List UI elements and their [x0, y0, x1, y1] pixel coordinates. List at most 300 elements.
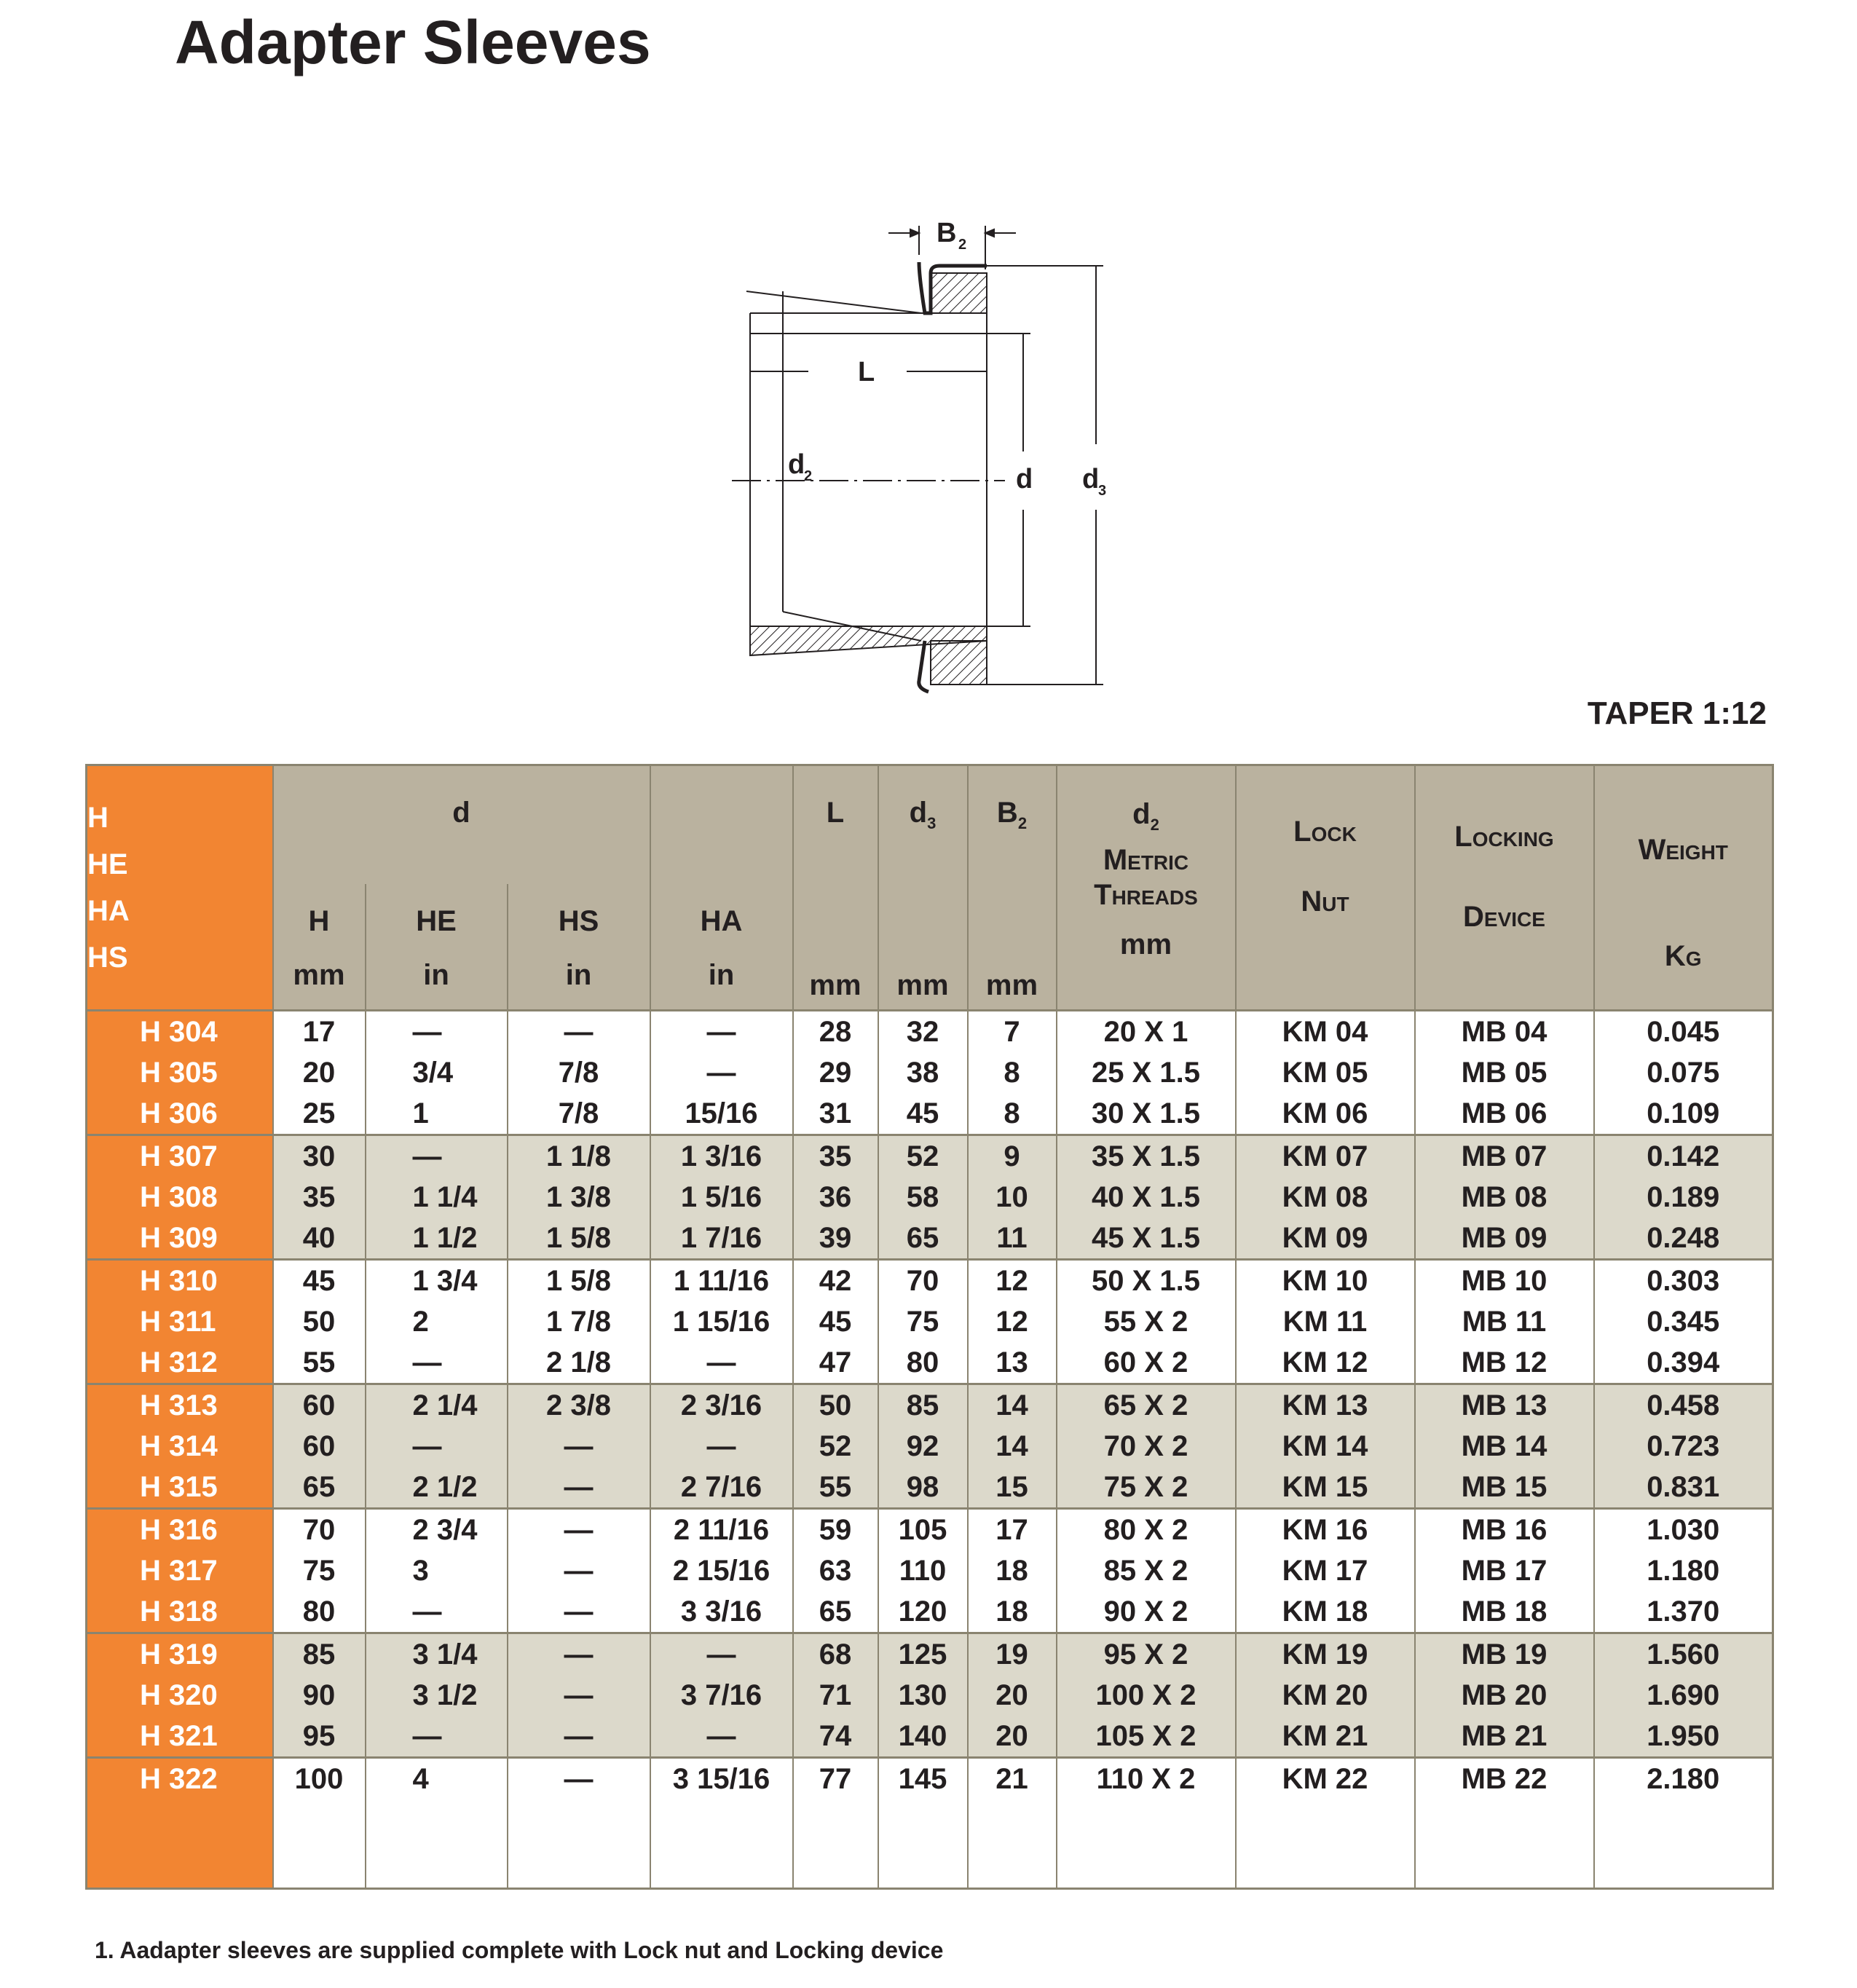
table-row-group	[87, 1633, 1773, 1758]
table-cell-value: 31	[819, 1097, 852, 1129]
table-cell-value: 2 15/16	[672, 1555, 770, 1587]
cell-device	[1415, 1758, 1594, 1889]
table-cell-value: 0.458	[1647, 1389, 1720, 1421]
table-cell-value: —	[564, 1430, 594, 1462]
table-cell-value: H 321	[140, 1720, 218, 1752]
metric-threads-header: $d_2$ Metric Threads mm	[1057, 765, 1236, 1011]
table-cell-value: H 314	[140, 1430, 218, 1462]
cell-ha	[650, 1384, 793, 1509]
table-cell-value: 85	[906, 1389, 939, 1421]
cell-hs	[508, 1260, 650, 1384]
table-cell-value: 30	[302, 1140, 336, 1172]
table-cell-value: 17	[302, 1016, 336, 1048]
hs-header: HS in	[508, 884, 650, 1011]
table-cell-value: —	[412, 1140, 442, 1172]
table-cell-value: 2 3/16	[680, 1389, 762, 1421]
cell-code	[87, 1758, 273, 1889]
table-cell-value: 1 3/16	[680, 1140, 762, 1172]
cell-d3	[878, 1260, 968, 1384]
table-cell-value: H 306	[140, 1097, 218, 1129]
table-cell-value: 1 1/8	[546, 1140, 611, 1172]
table-row-group	[87, 1509, 1773, 1633]
adapter-sleeve-diagram	[728, 204, 1194, 714]
cell-h	[273, 1633, 366, 1758]
table-cell-value: 13	[995, 1346, 1028, 1378]
cell-nut	[1236, 1758, 1415, 1889]
cell-b2	[968, 1011, 1057, 1135]
table-cell-value: —	[412, 1016, 442, 1048]
table-cell-value: 100	[294, 1763, 344, 1795]
cell-weight	[1594, 1633, 1773, 1758]
table-cell-value: KM 17	[1282, 1555, 1368, 1587]
b2-label: B	[937, 218, 957, 248]
table-cell-value: H 315	[140, 1471, 218, 1503]
table-cell-value: —	[412, 1595, 442, 1628]
table-cell-value: 10	[995, 1181, 1028, 1213]
table-cell-value: 32	[906, 1016, 939, 1048]
table-cell-value: 45	[302, 1265, 336, 1297]
table-cell-value: 42	[819, 1265, 852, 1297]
table-cell-value: 75	[302, 1555, 336, 1587]
table-cell-value: 3 3/16	[680, 1595, 762, 1628]
cell-thread	[1057, 1260, 1236, 1384]
table-cell-value: H 317	[140, 1555, 218, 1587]
table-cell-value: H 318	[140, 1595, 218, 1628]
cell-device	[1415, 1509, 1594, 1633]
cell-code	[87, 1384, 273, 1509]
table-cell-value: 50	[302, 1306, 336, 1338]
table-cell-value: H 313	[140, 1389, 218, 1421]
he-header: HE in	[366, 884, 508, 1011]
table-cell-value: —	[706, 1720, 736, 1752]
table-cell-value: 60 X 2	[1103, 1346, 1188, 1378]
table-cell-value: 0.109	[1647, 1097, 1720, 1129]
table-cell-value: —	[564, 1763, 594, 1795]
table-cell-value: H 312	[140, 1346, 218, 1378]
b2-unit: mm	[968, 884, 1057, 1011]
table-cell-value: 3	[412, 1555, 429, 1587]
table-cell-value: —	[564, 1471, 594, 1503]
table-cell-value: 28	[819, 1016, 852, 1048]
table-cell-value: MB 18	[1461, 1595, 1548, 1628]
table-cell-value: 3 7/16	[680, 1679, 762, 1711]
table-cell-value: KM 21	[1282, 1720, 1368, 1752]
cell-device	[1415, 1384, 1594, 1509]
table-cell-value: 3/4	[412, 1057, 454, 1089]
table-cell-value: 2 1/2	[412, 1471, 478, 1503]
d2-sub: 2	[804, 468, 813, 484]
table-cell-value: KM 10	[1282, 1265, 1368, 1297]
table-cell-value: 68	[819, 1638, 852, 1671]
cell-he	[366, 1384, 508, 1509]
table-cell-value: 1.950	[1647, 1720, 1720, 1752]
d-label: d	[1016, 464, 1033, 494]
table-cell-value: 15/16	[685, 1097, 758, 1129]
b2-sub: 2	[958, 237, 967, 253]
table-cell-value: 2 3/4	[412, 1514, 478, 1546]
cell-nut	[1236, 1509, 1415, 1633]
cell-b2	[968, 1135, 1057, 1260]
table-cell-value: 59	[819, 1514, 852, 1546]
table-cell-value: 45	[819, 1306, 852, 1338]
table-row-group	[87, 1384, 1773, 1509]
d3-unit: mm	[878, 884, 968, 1011]
table-cell-value: 1 1/4	[412, 1181, 478, 1213]
l-header: L	[793, 765, 878, 884]
cell-l	[793, 1260, 878, 1384]
table-cell-value: 20 X 1	[1103, 1016, 1188, 1048]
cell-h	[273, 1384, 366, 1509]
table-cell-value: 70	[906, 1265, 939, 1297]
table-cell-value: 55 X 2	[1103, 1306, 1188, 1338]
table-cell-value: H 322	[140, 1763, 218, 1795]
table-row-group	[87, 1758, 1773, 1889]
cell-d3	[878, 1384, 968, 1509]
cell-thread	[1057, 1135, 1236, 1260]
table-cell-value: MB 14	[1461, 1430, 1548, 1462]
cell-device	[1415, 1633, 1594, 1758]
table-cell-value: 2 1/8	[546, 1346, 611, 1378]
weight-header: Weight Kg	[1594, 765, 1773, 1011]
table-cell-value: 15	[995, 1471, 1028, 1503]
table-cell-value: 0.303	[1647, 1265, 1720, 1297]
table-cell-value: H 304	[140, 1016, 218, 1048]
table-cell-value: 75	[906, 1306, 939, 1338]
table-cell-value: 1 7/8	[546, 1306, 611, 1338]
cell-ha	[650, 1633, 793, 1758]
table-cell-value: 74	[819, 1720, 852, 1752]
table-cell-value: 1	[412, 1097, 429, 1129]
table-cell-value: 0.189	[1647, 1181, 1720, 1213]
table-cell-value: 75 X 2	[1103, 1471, 1188, 1503]
cell-h	[273, 1758, 366, 1889]
table-cell-value: MB 17	[1461, 1555, 1548, 1587]
table-cell-value: 52	[819, 1430, 852, 1462]
table-cell-value: 25	[302, 1097, 336, 1129]
table-cell-value: —	[706, 1346, 736, 1378]
table-cell-value: 19	[995, 1638, 1028, 1671]
cell-ha	[650, 1758, 793, 1889]
table-cell-value: 20	[302, 1057, 336, 1089]
table-cell-value: 12	[995, 1265, 1028, 1297]
table-cell-value: 1 5/8	[546, 1222, 611, 1254]
table-cell-value: 17	[995, 1514, 1028, 1546]
table-cell-value: H 309	[140, 1222, 218, 1254]
table-cell-value: 65	[819, 1595, 852, 1628]
table-cell-value: —	[564, 1638, 594, 1671]
locking-device-header: Locking Device	[1415, 765, 1594, 1011]
table-cell-value: 1 11/16	[673, 1265, 770, 1297]
table-cell-value: 1 15/16	[672, 1306, 770, 1338]
cell-hs	[508, 1758, 650, 1889]
table-cell-value: —	[412, 1720, 442, 1752]
table-cell-value: 1.030	[1647, 1514, 1720, 1546]
table-cell-value: KM 19	[1282, 1638, 1368, 1671]
table-cell-value: —	[412, 1346, 442, 1378]
spec-table	[85, 764, 1774, 1890]
table-cell-value: 95 X 2	[1103, 1638, 1188, 1671]
table-cell-value: 14	[995, 1430, 1028, 1462]
table-cell-value: KM 12	[1282, 1346, 1368, 1378]
table-cell-value: 0.831	[1647, 1471, 1720, 1503]
table-cell-value: 11	[996, 1222, 1028, 1254]
cell-thread	[1057, 1384, 1236, 1509]
cell-b2	[968, 1509, 1057, 1633]
table-cell-value: —	[564, 1720, 594, 1752]
table-cell-value: 18	[995, 1595, 1028, 1628]
table-cell-value: —	[564, 1679, 594, 1711]
cell-nut	[1236, 1384, 1415, 1509]
table-cell-value: KM 06	[1282, 1097, 1368, 1129]
table-row-group	[87, 1260, 1773, 1384]
cell-ha	[650, 1011, 793, 1135]
table-cell-value: 1.690	[1647, 1679, 1720, 1711]
cell-device	[1415, 1135, 1594, 1260]
table-row-group	[87, 1011, 1773, 1135]
table-cell-value: MB 19	[1461, 1638, 1548, 1671]
cell-weight	[1594, 1758, 1773, 1889]
table-cell-value: 0.394	[1647, 1346, 1720, 1378]
table-cell-value: 0.142	[1647, 1140, 1720, 1172]
cell-code	[87, 1135, 273, 1260]
table-cell-value: 12	[995, 1306, 1028, 1338]
table-cell-value: 110	[899, 1555, 947, 1587]
d3-header: $d_3$	[878, 765, 968, 884]
table-row-group	[87, 1135, 1773, 1260]
d2-label: d	[788, 449, 805, 480]
cell-nut	[1236, 1260, 1415, 1384]
table-cell-value: 60	[302, 1430, 336, 1462]
cell-h	[273, 1509, 366, 1633]
cell-he	[366, 1509, 508, 1633]
table-cell-value: 3 15/16	[672, 1763, 770, 1795]
table-cell-value: 130	[898, 1679, 947, 1711]
table-cell-value: 52	[906, 1140, 939, 1172]
table-cell-value: 50	[819, 1389, 852, 1421]
b2-header: $B_2$	[968, 765, 1057, 884]
table-cell-value: —	[564, 1514, 594, 1546]
table-cell-value: 105	[898, 1514, 947, 1546]
cell-nut	[1236, 1011, 1415, 1135]
cell-h	[273, 1135, 366, 1260]
spec-table-wrap	[85, 764, 1772, 1890]
table-cell-value: 40	[302, 1222, 336, 1254]
table-cell-value: KM 20	[1282, 1679, 1368, 1711]
table-cell-value: 80	[302, 1595, 336, 1628]
table-cell-value: 55	[819, 1471, 852, 1503]
table-cell-value: 39	[819, 1222, 852, 1254]
cell-thread	[1057, 1758, 1236, 1889]
table-cell-value: 63	[819, 1555, 852, 1587]
table-cell-value: 38	[906, 1057, 939, 1089]
table-cell-value: 29	[819, 1057, 852, 1089]
cell-code	[87, 1260, 273, 1384]
table-cell-value: 47	[819, 1346, 852, 1378]
table-cell-value: 45 X 1.5	[1091, 1222, 1200, 1254]
table-cell-value: MB 13	[1461, 1389, 1548, 1421]
cell-hs	[508, 1633, 650, 1758]
cell-nut	[1236, 1633, 1415, 1758]
table-cell-value: 125	[898, 1638, 947, 1671]
table-cell-value: 70	[302, 1514, 336, 1546]
table-cell-value: 45	[906, 1097, 939, 1129]
table-cell-value: 140	[898, 1720, 947, 1752]
table-cell-value: KM 16	[1282, 1514, 1368, 1546]
cell-ha	[650, 1260, 793, 1384]
table-cell-value: 65 X 2	[1103, 1389, 1188, 1421]
h-header: H mm	[273, 884, 366, 1011]
cell-device	[1415, 1260, 1594, 1384]
table-cell-value: 85 X 2	[1103, 1555, 1188, 1587]
table-cell-value: 71	[819, 1679, 852, 1711]
table-cell-value: 36	[819, 1181, 852, 1213]
table-cell-value: 90 X 2	[1103, 1595, 1188, 1628]
table-cell-value: MB 10	[1461, 1265, 1548, 1297]
table-cell-value: 0.248	[1647, 1222, 1720, 1254]
table-cell-value: 1.560	[1647, 1638, 1720, 1671]
table-cell-value: 65	[302, 1471, 336, 1503]
cell-b2	[968, 1758, 1057, 1889]
cell-d3	[878, 1509, 968, 1633]
table-cell-value: 50 X 1.5	[1091, 1265, 1200, 1297]
table-cell-value: 58	[906, 1181, 939, 1213]
table-cell-value: 92	[906, 1430, 939, 1462]
table-cell-value: 1 3/8	[546, 1181, 611, 1213]
cell-device	[1415, 1011, 1594, 1135]
table-cell-value: —	[564, 1555, 594, 1587]
table-cell-value: 1.180	[1647, 1555, 1720, 1587]
series-header: H HE HA HS	[87, 765, 273, 1011]
table-cell-value: 2 3/8	[546, 1389, 611, 1421]
taper-label: TAPER 1:12	[1587, 695, 1767, 731]
table-cell-value: 0.723	[1647, 1430, 1720, 1462]
cell-weight	[1594, 1384, 1773, 1509]
table-cell-value: 70 X 2	[1103, 1430, 1188, 1462]
table-cell-value: 7	[1004, 1016, 1020, 1048]
cell-thread	[1057, 1011, 1236, 1135]
table-cell-value: 3 1/4	[412, 1638, 478, 1671]
table-cell-value: 0.045	[1647, 1016, 1720, 1048]
table-cell-value: 77	[819, 1763, 852, 1795]
d-group-header: d	[452, 797, 470, 829]
table-cell-value: 40 X 1.5	[1091, 1181, 1200, 1213]
cell-weight	[1594, 1135, 1773, 1260]
cell-l	[793, 1011, 878, 1135]
cell-weight	[1594, 1011, 1773, 1135]
table-cell-value: 35 X 1.5	[1091, 1140, 1200, 1172]
table-cell-value: —	[706, 1057, 736, 1089]
table-cell-value: KM 13	[1282, 1389, 1368, 1421]
cell-nut	[1236, 1135, 1415, 1260]
table-cell-value: 80	[906, 1346, 939, 1378]
cell-he	[366, 1260, 508, 1384]
table-cell-value: 2.180	[1647, 1763, 1720, 1795]
cell-l	[793, 1633, 878, 1758]
d3-sub: 3	[1098, 483, 1107, 499]
table-cell-value: 1 3/4	[412, 1265, 478, 1297]
table-cell-value: 1 5/8	[546, 1265, 611, 1297]
table-cell-value: 65	[906, 1222, 939, 1254]
table-cell-value: 95	[302, 1720, 336, 1752]
table-cell-value: H 310	[140, 1265, 218, 1297]
d3-label: d	[1082, 464, 1100, 494]
ha-header: HA in	[650, 884, 793, 1011]
cell-he	[366, 1633, 508, 1758]
table-cell-value: MB 16	[1461, 1514, 1548, 1546]
cell-code	[87, 1633, 273, 1758]
table-cell-value: 100 X 2	[1095, 1679, 1196, 1711]
table-cell-value: KM 09	[1282, 1222, 1368, 1254]
table-cell-value: 105 X 2	[1095, 1720, 1196, 1752]
table-cell-value: MB 21	[1461, 1720, 1548, 1752]
table-cell-value: KM 07	[1282, 1140, 1368, 1172]
table-cell-value: 2 1/4	[412, 1389, 478, 1421]
table-cell-value: 20	[995, 1720, 1028, 1752]
table-cell-value: KM 18	[1282, 1595, 1368, 1628]
cell-ha	[650, 1509, 793, 1633]
table-cell-value: MB 05	[1461, 1057, 1548, 1089]
table-cell-value: KM 11	[1282, 1306, 1368, 1338]
cell-l	[793, 1135, 878, 1260]
table-cell-value: —	[706, 1430, 736, 1462]
cell-d3	[878, 1758, 968, 1889]
table-cell-value: MB 20	[1461, 1679, 1548, 1711]
table-cell-value: 98	[906, 1471, 939, 1503]
table-cell-value: H 320	[140, 1679, 218, 1711]
table-cell-value: 7/8	[558, 1057, 599, 1089]
table-cell-value: H 311	[140, 1306, 216, 1338]
table-cell-value: MB 22	[1461, 1763, 1548, 1795]
table-cell-value: 120	[898, 1595, 947, 1628]
cell-l	[793, 1384, 878, 1509]
cell-hs	[508, 1509, 650, 1633]
cell-l	[793, 1758, 878, 1889]
cell-he	[366, 1135, 508, 1260]
cell-h	[273, 1011, 366, 1135]
table-cell-value: 18	[995, 1555, 1028, 1587]
cell-hs	[508, 1011, 650, 1135]
table-cell-value: MB 11	[1462, 1306, 1547, 1338]
cell-d3	[878, 1135, 968, 1260]
table-cell-value: —	[564, 1016, 594, 1048]
cell-l	[793, 1509, 878, 1633]
table-cell-value: 35	[819, 1140, 852, 1172]
cell-he	[366, 1758, 508, 1889]
table-cell-value: 1.370	[1647, 1595, 1720, 1628]
table-cell-value: —	[706, 1016, 736, 1048]
table-cell-value: —	[412, 1430, 442, 1462]
cell-he	[366, 1011, 508, 1135]
lock-nut-header: Lock Nut	[1236, 765, 1415, 1011]
l-unit: mm	[793, 884, 878, 1011]
table-cell-value: 14	[995, 1389, 1028, 1421]
table-cell-value: 80 X 2	[1103, 1514, 1188, 1546]
table-cell-value: 60	[302, 1389, 336, 1421]
table-cell-value: KM 08	[1282, 1181, 1368, 1213]
cell-ha	[650, 1135, 793, 1260]
table-cell-value: 20	[995, 1679, 1028, 1711]
table-cell-value: 1 5/16	[680, 1181, 762, 1213]
cell-code	[87, 1509, 273, 1633]
table-cell-value: 7/8	[558, 1097, 599, 1129]
table-cell-value: MB 07	[1461, 1140, 1548, 1172]
table-cell-value: KM 05	[1282, 1057, 1368, 1089]
page-title: Adapter Sleeves	[175, 8, 651, 76]
table-cell-value: KM 14	[1282, 1430, 1368, 1462]
cell-weight	[1594, 1509, 1773, 1633]
table-cell-value: 85	[302, 1638, 336, 1671]
table-cell-value: —	[564, 1595, 594, 1628]
